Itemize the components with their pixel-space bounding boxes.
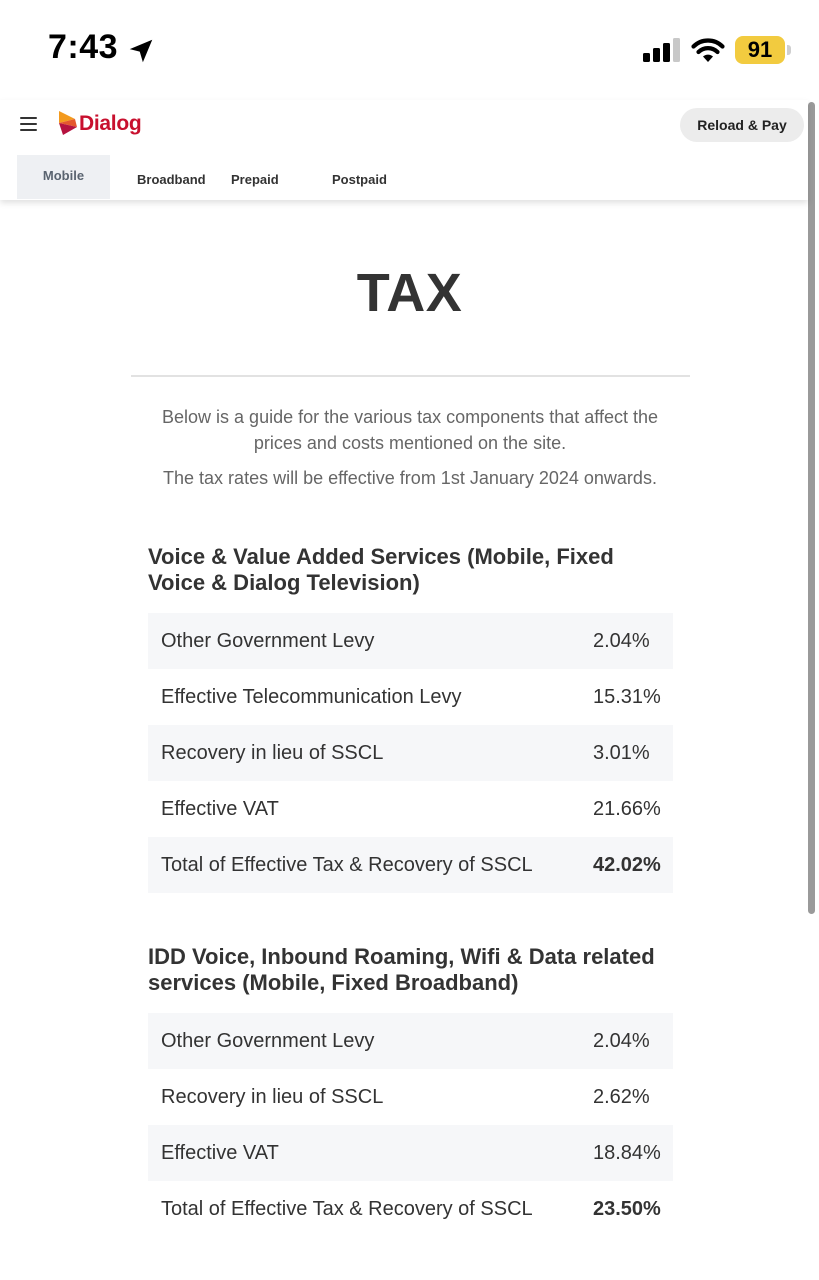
section-title: Voice & Value Added Services (Mobile, Fixed Voice & Dialog Television) (148, 544, 614, 595)
battery-icon (735, 36, 791, 64)
table-row (148, 1069, 673, 1125)
table-row (148, 1013, 673, 1069)
tax-label: Effective VAT (161, 797, 279, 820)
tax-total-value: 23.50% (593, 1197, 661, 1220)
tax-table (148, 1013, 673, 1237)
table-row (148, 725, 673, 781)
tax-label: Total of Effective Tax & Recovery of SSCL (161, 1197, 533, 1220)
product-tabs (17, 155, 432, 199)
effective-date-note: The tax rates will be effective from 1st January 2024 onwards. (163, 468, 657, 488)
signal-icon (642, 38, 682, 62)
tax-label: Other Government Levy (161, 1029, 375, 1052)
intro-text: Below is a guide for the various tax components that affect the prices and costs mentioned on the site. (162, 407, 658, 453)
tax-value: 2.62% (593, 1085, 650, 1108)
tax-total-value: 42.02% (593, 853, 661, 876)
location-arrow-icon (126, 36, 156, 66)
status-time: 7:43 (48, 28, 119, 66)
menu-icon[interactable] (20, 117, 38, 131)
divider (131, 375, 690, 377)
tax-value: 15.31% (593, 685, 661, 708)
section-title: IDD Voice, Inbound Roaming, Wifi & Data related services (Mobile, Fixed Broadband) (148, 944, 655, 995)
wifi-icon (690, 36, 726, 64)
battery-level: 91 (747, 37, 773, 62)
page-title: TAX (356, 263, 463, 323)
tab-broadband[interactable]: Broadband (137, 171, 206, 187)
tax-value: 3.01% (593, 741, 650, 764)
status-bar (0, 0, 819, 100)
tax-value: 2.04% (593, 1029, 650, 1052)
table-row (148, 613, 673, 669)
tab-postpaid[interactable]: Postpaid (332, 171, 387, 187)
dialog-logo-mark-icon (57, 110, 79, 136)
table-row (148, 669, 673, 725)
tax-value: 2.04% (593, 629, 650, 652)
tax-label: Other Government Levy (161, 629, 375, 652)
logo-text: Dialog (79, 112, 142, 135)
tab-prepaid[interactable]: Prepaid (231, 171, 279, 187)
tax-value: 21.66% (593, 797, 661, 820)
scrollbar-thumb[interactable] (808, 102, 815, 914)
tax-label: Recovery in lieu of SSCL (161, 1085, 384, 1108)
table-row-total (148, 837, 673, 893)
reload-and-pay-button[interactable]: Reload & Pay (680, 108, 804, 142)
table-row (148, 1125, 673, 1181)
tax-label: Total of Effective Tax & Recovery of SSCL (161, 853, 533, 876)
tax-label: Effective VAT (161, 1141, 279, 1164)
tab-mobile[interactable]: Mobile (17, 155, 110, 199)
table-row (148, 781, 673, 837)
tax-label: Effective Telecommunication Levy (161, 685, 462, 708)
table-row-total (148, 1181, 673, 1237)
site-header (0, 100, 808, 200)
tax-label: Recovery in lieu of SSCL (161, 741, 384, 764)
tax-value: 18.84% (593, 1141, 661, 1164)
tax-table (148, 613, 673, 893)
